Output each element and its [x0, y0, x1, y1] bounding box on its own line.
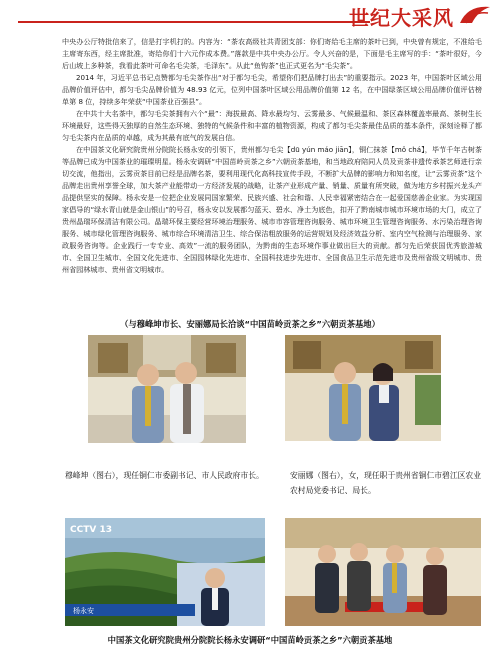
photo-caption-mayor: 穆峰坤（图右），现任铜仁市委副书记、市人民政府市长。 [65, 471, 264, 480]
photo-meeting-mayor [88, 335, 246, 443]
article-body [62, 36, 482, 276]
article-paragraph: 中央办公厅特批信来了，信是打字机打的。内容为：“茶农高级社共青团支部：你们寄给毛主席的茶叶已到，中央曾有规定，不准给毛主席寄东西，经主席批准，寄给你们十六元作成本费。”落款是中共中央办公厅。令人兴奋的是，下面是毛主席写的手：“茶叶很好，今后山坡上多种茶，我看此茶叶可命名毛尖茶，毛泽东”。从此“鱼钩茶”也正式更名为“毛尖茶”。 [62, 37, 482, 70]
article-paragraph: 2014 年，习近平总书记点赞都匀毛尖茶作出“对于都匀毛尖，希望你们把品牌打出去”的重要指示。2023 年，中国茶叶区域公用品牌价值评估中，都匀毛尖品牌价值为 48.93 亿元，位列中国茶叶区域公用品牌价值第 12 名，在中国绿茶区域公用品牌价值评估榜单第 8 位，持续多年荣获“中国茶业百强县”。 [62, 73, 482, 106]
tv-banner-name: 杨永安 [73, 607, 94, 615]
photo-caption-top: （与穆峰坤市长、安丽娜局长洽谈“中国苗岭贡茶之乡”六朝贡茶基地） [120, 319, 380, 329]
magazine-logo-icon [458, 3, 492, 25]
tv-channel-logo: CCTV 13 [70, 525, 112, 535]
article-paragraph: 在中共十大名茶中，都匀毛尖茶拥有六个“最”：海拔最高、降水最均匀、云雾最多、气候最温和、茶区森林覆盖率最高、茶树生长环境最好，这些得天独厚的自然生态环境、独特的气候条件和丰富的植物资源，构成了都匀毛尖茶最佳品质的基本条件，深刻诠释了都匀毛尖茶内在品质的卓越，成为其最有底气的发展自信。 [62, 109, 482, 142]
page-header [0, 0, 500, 30]
photo-tv-broadcast [65, 518, 265, 626]
magazine-title: 世纪大采风 [349, 6, 454, 30]
header-rule [18, 21, 370, 23]
photo-caption-director: 安丽娜（图右），女，现任职于贵州省铜仁市碧江区农业农村局党委书记、局长。 [290, 471, 482, 495]
photo-caption-bottom: 中国茶文化研究院贵州分院院长杨永安调研“中国苗岭贡茶之乡”六朝贡茶基地 [107, 635, 393, 645]
photo-meeting-director [285, 335, 441, 441]
photo-group-visit [285, 518, 481, 626]
article-paragraph: 在中国茶文化研究院贵州分院院长杨永安的引领下，贵州都匀毛尖【dū yún máo jiān】，铜仁抹茶【mǒ chá】，毕节千年古树茶等品牌已成为中国茶业的璀璨明星。杨永安调研“中国苗岭贡茶之乡”六朝贡茶基地，和当地政府陪同人员及贡茶非遗传承茶艺师进行亲切交流，他指出，云雾贡茶目前已经是品牌名茶，要利用现代化高科技宣传手段，不断扩大品牌的影响力和知名度，让“云雾贡茶”这个品牌走出贵州享誉全球，加大茶产业能带动一方经济发展的战略，让茶产业形成产量、销量、质量有所突破，做为地方乡村振兴龙头产品提供坚实的保障。杨永安是一位把企业发展同国家繁荣、民族兴盛、社会和谐、人民幸福紧密结合在一起爱国慈善企业家。为实现国家倡导的“绿水青山就是金山银山”的号召，杨永安以发展都匀蓝天、碧水、净土为底色，扣开了黔南城市城市环境市场的大门，成立了贵州晶瑞环保清洁有限公司。晶瑞环保主要经营环境治理服务、城市市容管理咨询服务、城市环境卫生管理咨询服务、水污染治理咨询服务、城市绿化管理咨询服务、城市综合环境清洁卫生、综合保洁粗放服务的运营规划及经济效益分析、室内空气检测与治理服务、家政服务咨询等。企业践行一专专业、高效”一流的服务团队，为黔南的生态环境作事业做出巨大的贡献。都匀先后荣获国优秀旅游城市、全国卫生城市、全国文化先进市、全国园林绿化先进市、全国科技进步先进市、全国食品卫生示范先进市及贵州省级文明城市、贵州省园林城市、贵州省文明城市。 [62, 145, 482, 274]
